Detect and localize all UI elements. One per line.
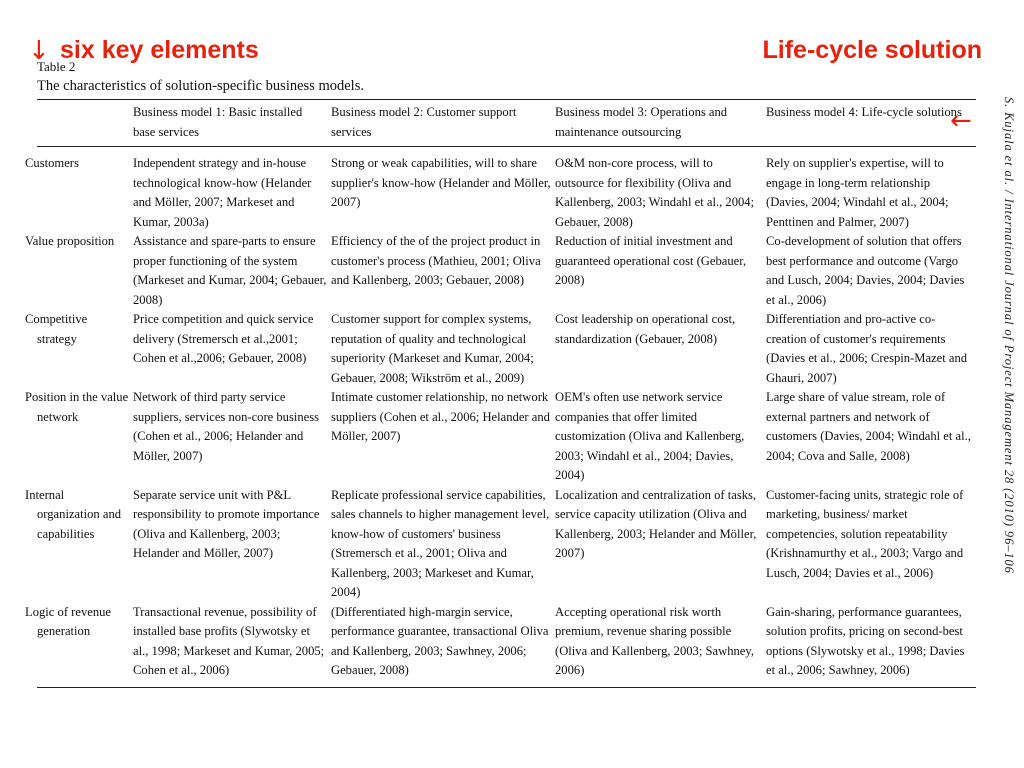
table-row-value-proposition	[37, 232, 976, 310]
table-header-row	[37, 100, 976, 147]
row-label: Customers	[25, 156, 79, 170]
table-row-competitive-strategy	[37, 310, 976, 388]
table-label: Table 2	[37, 59, 76, 74]
header-business-model-2: Business model 2: Customer support services	[331, 100, 555, 147]
business-models-table	[25, 99, 976, 688]
table-row-position-in-value-network	[37, 388, 976, 486]
row-label: Position in the value network	[25, 390, 129, 424]
table-cell: Co-development of solution that offers best performance and outcome (Vargo and Lusch, 2004; Davies, 2004; Davies et al., 2006)	[766, 234, 965, 307]
table-cell: Cost leadership on operational cost, standardization (Gebauer, 2008)	[555, 312, 736, 346]
table-cell: Independent strategy and in-house technological know-how (Helander and Möller, 2007; Markeset and Kumar, 2003a)	[133, 156, 312, 229]
row-label: Logic of revenue generation	[37, 603, 133, 688]
table-cell: Strong or weak capabilities, will to share supplier's know-how (Helander and Möller, 2007)	[331, 156, 551, 209]
row-label: Value proposition	[25, 234, 115, 248]
arrow-left-icon: ←	[950, 106, 972, 136]
table-cell: Network of third party service suppliers, services non-core business (Cohen et al., 2006; Helander and Möller, 2007)	[133, 390, 320, 463]
table-cell: Reduction of initial investment and guaranteed operational cost (Gebauer, 2008)	[555, 234, 747, 287]
journal-citation-vertical: S. Kujala et al. / International Journal of Project Management 28 (2010) 96–106	[1002, 97, 1016, 574]
heading-six-key-elements: six key elements	[60, 36, 259, 64]
table-cell: Large share of value stream, role of external partners and network of customers (Davies, 2004; Windahl et al., 2004; Cova and Salle, 2008)	[766, 390, 971, 463]
table-row-customers	[37, 147, 976, 233]
table-cell: Separate service unit with P&L responsibility to promote importance (Oliva and Kallenberg, 2003; Helander and Möller, 2007)	[133, 487, 320, 560]
table-cell: Accepting operational risk worth premium, revenue sharing possible (Oliva and Kallenberg, 2003; Sawhney, 2006)	[555, 603, 766, 688]
header-business-model-4: Business model 4: Life-cycle solutions	[766, 100, 976, 147]
row-label: Internal organization and capabilities	[25, 487, 122, 541]
table-cell: Intimate customer relationship, no network suppliers (Cohen et al., 2006; Helander and Möller, 2007)	[331, 390, 550, 443]
header-business-model-1: Business model 1: Basic installed base services	[133, 100, 331, 147]
header-blank	[37, 100, 133, 147]
table-row-internal-organization	[37, 486, 976, 603]
table-cell: Gain-sharing, performance guarantees, solution profits, pricing on second-best options (Slywotsky et al., 1998; Davies et al., 2006; Sawhney, 2006)	[766, 603, 976, 688]
table-cell: (Differentiated high-margin service, performance guarantee, transactional Oliva and Kallenberg, 2003; Sawhney, 2006; Gebauer, 2008)	[331, 603, 555, 688]
table-caption: The characteristics of solution-specific business models.	[37, 78, 364, 94]
header-business-model-3: Business model 3: Operations and maintenance outsourcing	[555, 100, 766, 147]
table-cell: Replicate professional service capabilities, sales channels to higher management level, know-how of customers' business (Stremersch et al., 2001; Oliva and Kallenberg, 2003; Markeset and Kumar, 2004)	[331, 487, 550, 599]
table-cell: Rely on supplier's expertise, will to engage in long-term relationship (Davies, 2004; Windahl et al., 2004; Penttinen and Palmer, 2007)	[766, 156, 949, 229]
table-cell: Price competition and quick service delivery (Stremersch et al.,2001; Cohen et al.,2006; Gebauer, 2008)	[133, 312, 314, 365]
arrow-down-icon: ↓	[28, 36, 50, 66]
table-cell: Efficiency of the of the project product in customer's process (Mathieu, 2001; Oliva and Kallenberg, 2003; Gebauer, 2008)	[331, 234, 541, 287]
table-cell: OEM's often use network service companies that offer limited customization (Oliva and Kallenberg, 2003; Windahl et al., 2004; Davies, 2004)	[555, 390, 745, 482]
table-cell: O&M non-core process, will to outsource for flexibility (Oliva and Kallenberg, 2003; Windahl et al., 2004; Gebauer, 2008)	[555, 156, 755, 229]
table-cell: Assistance and spare-parts to ensure proper functioning of the system (Markeset and Kumar, 2004; Gebauer, 2008)	[133, 234, 327, 307]
table-cell: Customer support for complex systems, reputation of quality and technological superiority (Markeset and Kumar, 2004; Gebauer, 2008; Wikström et al., 2009)	[331, 312, 534, 385]
table-cell: Customer-facing units, strategic role of marketing, business/ market competencies, solution repeatability (Krishnamurthy et al., 2003; Vargo and Lusch, 2004; Davies et al., 2006)	[766, 487, 964, 580]
table-row-logic-of-revenue	[37, 603, 976, 688]
table-cell: Localization and centralization of tasks, service capacity utilization (Oliva and Kallenberg, 2003; Helander and Möller, 2007)	[555, 487, 757, 560]
table-cell: Differentiation and pro-active co-creation of customer's requirements (Davies et al., 2006; Crespin-Mazet and Ghauri, 2007)	[766, 312, 968, 385]
row-label: Competitive strategy	[25, 312, 88, 346]
heading-life-cycle-solution: Life-cycle solution	[762, 36, 982, 64]
table-cell: Transactional revenue, possibility of installed base profits (Slywotsky et al., 1998; Markeset and Kumar, 2005; Cohen et al., 2006)	[133, 603, 331, 688]
